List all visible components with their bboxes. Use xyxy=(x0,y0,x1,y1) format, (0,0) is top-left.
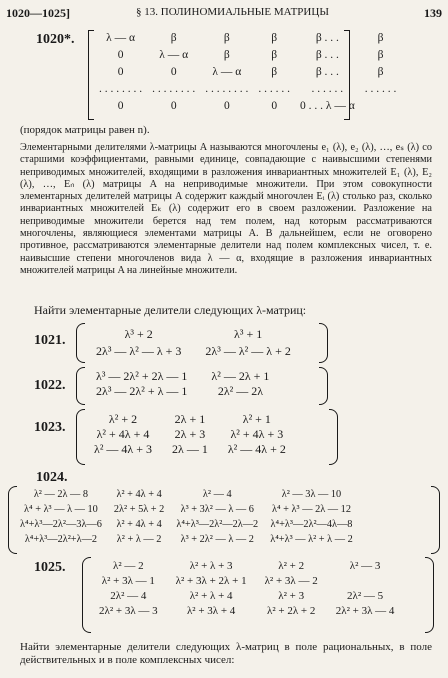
matrix-cell: β . . . xyxy=(315,49,339,61)
matrix-row xyxy=(90,574,403,589)
matrix-cell: 2λ² — 4 xyxy=(110,590,147,602)
matrix-cell: λ² + λ — 2 xyxy=(116,534,162,545)
matrix-row xyxy=(94,64,401,81)
page-number: 139 xyxy=(424,6,442,20)
matrix-cell: 0 . . . λ — α xyxy=(300,100,355,112)
problem-1024-number: 1024. xyxy=(36,470,68,485)
matrix-cell: λ⁴+λ³—2λ²—3λ—6 xyxy=(20,519,102,530)
matrix-row xyxy=(84,343,303,360)
matrix-cell: λ² + 1 xyxy=(242,412,271,426)
matrix-1025 xyxy=(82,557,434,633)
matrix-cell: λ² + 2 xyxy=(108,412,138,426)
matrix-cell: 2λ² + 3λ — 3 xyxy=(99,605,158,617)
definition-paragraph: Элементарными делителями λ-матрицы A называются многочлены e₁ (λ), e₂ (λ), …, eₛ (λ) со старшими коэффициентами, равными единице, совпадающие с наивысшими степенями неприводимых множителей, входящими в разложения инвариантных множителей E₁ (λ), E₂ (λ), …, Eₙ (λ) матрицы A на неприводимые множители. При этом совокупности элементарных делителей матрицы A содержит каждый многочлен Eᵢ (λ) столько раз, сколько инвариантных множителей Eₖ (λ) содержит его в своем разложении. Разложение на неприводимые множители берется над тем полем, над которым рассматриваются многочлены, являющиеся элементами матрицы A. В дальнейшем, если не оговорено противное, рассматриваются элементарные делители над полем комплексных чисел, т. е. наивысшие степени многочленов вида λ — α, входящие в разложения инвариантных множителей матрицы A на линейные множители. xyxy=(20,142,432,276)
matrix-cell: 2λ² + 5λ + 2 xyxy=(113,504,165,515)
matrix-cell: λ³ — 2λ² + 2λ — 1 xyxy=(96,369,188,383)
matrix-cell: λ² — 2λ — 8 xyxy=(33,489,89,500)
matrix-cell: 0 xyxy=(170,100,177,112)
matrix-row xyxy=(84,412,296,427)
matrix-cell: λ² + 3λ — 1 xyxy=(101,575,155,587)
matrix-cell: λ² + λ + 4 xyxy=(189,590,233,602)
matrix-1020 xyxy=(88,30,397,120)
task-heading-2: Найти элементарные делители следующих λ-матриц в поле рациональных, в поле действительных и в поле комплексных чисел: xyxy=(20,641,432,666)
problem-1022-number: 1022. xyxy=(34,378,66,393)
matrix-cell: λ⁴+λ³—2λ²—4λ—8 xyxy=(270,519,353,530)
matrix-cell: β xyxy=(377,32,384,44)
matrix-row xyxy=(14,487,359,502)
matrix-cell: λ² + 3 xyxy=(278,590,305,602)
matrix-cell: . . . . . . . . xyxy=(99,83,143,95)
matrix-row xyxy=(94,81,401,98)
problem-1020-number: 1020*. xyxy=(36,32,75,47)
matrix-1024 xyxy=(8,486,440,554)
matrix-row xyxy=(84,427,296,442)
matrix-cell: 2λ² + 3λ — 4 xyxy=(335,605,395,617)
matrix-cell: β xyxy=(271,32,278,44)
matrix-cell: λ — α xyxy=(159,49,189,61)
matrix-cell: 2λ³ — λ² — λ + 2 xyxy=(205,344,291,358)
matrix-row xyxy=(84,326,303,343)
matrix-cell: λ⁴ + λ³ — 2λ — 12 xyxy=(272,504,351,515)
matrix-cell: β xyxy=(170,32,177,44)
matrix-row xyxy=(84,442,296,457)
matrix-cell: λ² — 4λ + 2 xyxy=(227,442,286,456)
matrix-row xyxy=(94,98,401,115)
matrix-cell: . . . . . . xyxy=(311,83,344,95)
matrix-cell: 2λ² — 2λ xyxy=(217,384,264,398)
matrix-cell: λ² + 4λ + 4 xyxy=(116,489,162,500)
matrix-cell: . . . . . . . . xyxy=(205,83,249,95)
task-heading-1: Найти элементарные делители следующих λ-матриц: xyxy=(34,303,307,317)
matrix-cell: β xyxy=(223,49,230,61)
matrix-cell: β xyxy=(223,32,230,44)
matrix-row xyxy=(90,589,403,604)
matrix-cell: λ² + 3λ + 2λ + 1 xyxy=(175,575,247,587)
matrix-order-note: (порядок матрицы равен n). xyxy=(20,124,150,136)
matrix-row xyxy=(94,47,401,64)
matrix-cell: . . . . . . xyxy=(258,83,290,95)
matrix-cell: . . . . . . . . xyxy=(152,83,196,95)
matrix-cell: 0 xyxy=(117,66,124,78)
matrix-cell: λ² — 3λ — 10 xyxy=(281,489,342,500)
problem-1025-number: 1025. xyxy=(34,560,66,575)
matrix-cell: β xyxy=(377,49,384,61)
matrix-cell: 0 xyxy=(170,66,177,78)
matrix-cell: λ² — 2 xyxy=(113,560,144,572)
matrix-row xyxy=(84,384,281,399)
matrix-cell: λ² — 3 xyxy=(349,560,381,572)
matrix-cell: λ² + 4λ + 3 xyxy=(230,427,284,441)
matrix-row xyxy=(14,532,359,547)
matrix-cell: λ³ + 3λ² — λ — 6 xyxy=(180,504,254,515)
matrix-cell: λ² + 4λ + 4 xyxy=(116,519,162,530)
matrix-cell: λ² — 4λ + 3 xyxy=(94,442,153,456)
matrix-cell: 0 xyxy=(223,100,230,112)
running-header xyxy=(6,6,442,22)
matrix-cell: λ² + 3λ + 4 xyxy=(186,605,236,617)
matrix-cell: λ⁴ + λ³ — λ — 10 xyxy=(24,504,98,515)
matrix-1021 xyxy=(76,323,328,363)
matrix-row xyxy=(84,369,281,384)
matrix-cell: λ² + 2 xyxy=(278,560,305,572)
matrix-cell: β xyxy=(271,66,278,78)
matrix-cell: λ⁴+λ³ — λ² + λ — 2 xyxy=(270,534,353,545)
matrix-cell xyxy=(327,574,404,589)
matrix-cell: λ⁴+λ³—2λ²—2λ—2 xyxy=(176,519,259,530)
matrix-cell: λ — α xyxy=(212,66,242,78)
header-center: § 13. ПОЛИНОМИАЛЬНЫЕ МАТРИЦЫ xyxy=(136,6,329,18)
matrix-cell: 2λ³ — 2λ² + λ — 1 xyxy=(96,384,188,398)
matrix-cell: 2λ² — 5 xyxy=(347,590,384,602)
matrix-cell: λ² + 3λ — 2 xyxy=(264,575,318,587)
problem-1021-number: 1021. xyxy=(34,333,66,348)
matrix-cell: λ² + λ + 3 xyxy=(189,560,233,572)
matrix-cell: λ³ + 1 xyxy=(234,327,263,341)
matrix-1023 xyxy=(76,409,338,465)
matrix-row xyxy=(90,559,403,574)
matrix-cell: λ³ + 2λ² — λ — 2 xyxy=(180,534,254,545)
problem-1023-number: 1023. xyxy=(34,420,66,435)
matrix-cell: β xyxy=(271,49,278,61)
matrix-cell: β . . . xyxy=(315,32,339,44)
matrix-cell: β . . . xyxy=(315,66,339,78)
matrix-cell: 0 xyxy=(117,49,124,61)
matrix-row xyxy=(14,517,359,532)
matrix-cell: 0 xyxy=(117,100,124,112)
matrix-cell: 2λ — 1 xyxy=(172,442,208,456)
header-left: 1020—1025] xyxy=(6,6,70,20)
matrix-cell: 2λ³ — λ² — λ + 3 xyxy=(96,344,182,358)
matrix-cell: λ — α xyxy=(106,32,135,44)
matrix-row xyxy=(90,604,403,619)
matrix-cell: λ³ + 2 xyxy=(124,327,153,341)
matrix-cell: 2λ + 1 xyxy=(174,412,206,426)
matrix-cell: 2λ + 3 xyxy=(174,427,206,441)
matrix-row xyxy=(14,502,359,517)
matrix-cell: . . . . . . xyxy=(364,83,397,95)
matrix-1022 xyxy=(76,367,328,405)
matrix-row xyxy=(94,30,401,47)
matrix-cell: λ² — 4 xyxy=(202,489,232,500)
matrix-cell: λ² + 4λ + 4 xyxy=(96,427,150,441)
matrix-cell: λ⁴+λ³—2λ²+λ—2 xyxy=(24,534,98,545)
matrix-cell: β xyxy=(377,66,384,78)
matrix-cell: 0 xyxy=(271,100,278,112)
matrix-cell xyxy=(360,98,402,115)
matrix-cell: λ² — 2λ + 1 xyxy=(211,369,270,383)
matrix-cell: λ² + 2λ + 2 xyxy=(266,605,316,617)
